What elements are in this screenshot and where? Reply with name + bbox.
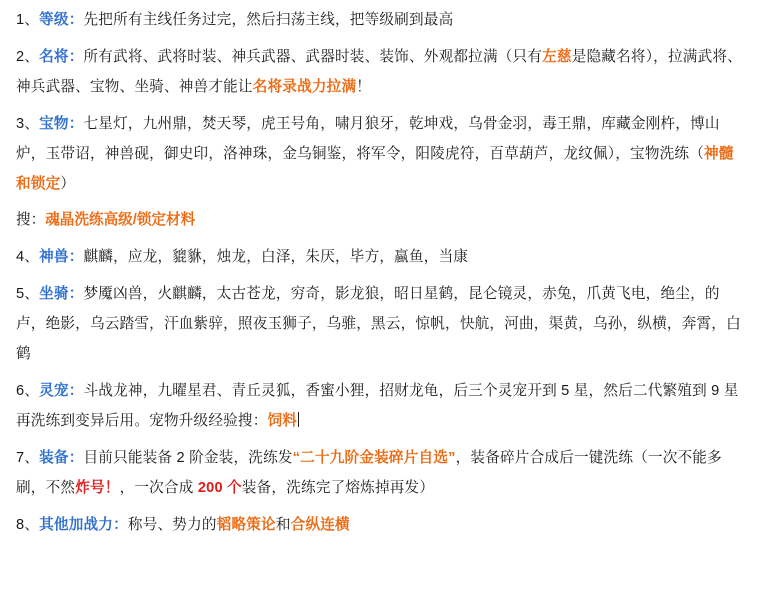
item-separator: ：	[113, 516, 128, 533]
text-run: 和	[275, 516, 291, 533]
item-number: 2、	[16, 48, 40, 65]
item-number: 1、	[16, 12, 40, 28]
list-item	[16, 6, 748, 36]
item-body	[16, 286, 741, 362]
text-run: 神髓和锁定	[16, 145, 734, 192]
item-label: 灵宠	[39, 382, 69, 399]
text-run: 先把所有主线任务过完，然后扫荡主线，把等级刷到最高	[83, 12, 454, 28]
list-item	[16, 43, 748, 103]
search-keyword: 魂晶洗练高级/锁定材料	[45, 212, 196, 229]
text-run: 所有武将、武将时装、神兵武器、武器时装、装饰、外观都拉满（只有	[83, 48, 543, 65]
text-run: 麒麟，应龙，貔貅，烛龙，白泽，朱厌，毕方，蠃鱼，当康	[83, 249, 469, 266]
text-run: ）	[60, 175, 76, 192]
text-run: 200 个	[197, 479, 242, 496]
item-number: 5、	[16, 286, 40, 303]
text-run: ，一次合成	[119, 479, 198, 496]
text-run: 七星灯，九州鼎，焚天琴，虎王号角，啸月狼牙，乾坤戏，乌骨金羽，毒王鼎，库藏金刚杵，博山炉，玉带诏，神兽砚，御史印，洛神珠，金乌铜鉴，将军令，阳陵虎符，百草葫芦，龙纹佩），宝物洗练（	[16, 115, 720, 162]
text-run: 装备，洗练完了熔炼掉再发）	[241, 479, 435, 496]
item-label: 其他加战力	[39, 516, 114, 533]
text-run: “二十九阶金装碎片自选”	[292, 449, 456, 466]
item-label: 坐骑	[39, 286, 69, 303]
item-separator: ：	[68, 449, 84, 466]
text-run: 名将录战力拉满	[252, 78, 357, 95]
item-separator: ：	[68, 382, 84, 399]
item-number: 3、	[16, 115, 40, 132]
text-run: 韬略策论	[216, 516, 276, 533]
item-number: 4、	[16, 249, 40, 266]
item-label: 装备	[39, 449, 69, 466]
item-separator: ：	[68, 48, 84, 65]
item-separator: ：	[68, 249, 84, 266]
item-label: 神兽	[39, 249, 69, 266]
item-label: 宝物	[39, 115, 69, 132]
item-body	[84, 249, 469, 265]
item-separator: ：	[68, 286, 84, 303]
item-body	[16, 383, 739, 429]
item-number: 6、	[16, 382, 40, 399]
text-run: 不然	[45, 479, 76, 496]
item-number: 8、	[16, 516, 40, 533]
text-run: ，装备碎片合成后一键洗练（一次不能多刷，	[16, 449, 722, 496]
list-item	[16, 444, 748, 504]
item-body	[128, 517, 350, 533]
text-run: 合纵连横	[290, 516, 350, 533]
search-hint-line	[16, 206, 748, 236]
list-item	[16, 377, 748, 437]
item-label: 等级	[39, 12, 69, 28]
list-item	[16, 280, 748, 370]
text-run: 是隐藏名将），拉满武将、神兵武器、宝物、坐骑、神兽才能让	[16, 48, 742, 95]
text-run: 饲料	[267, 412, 298, 429]
search-prefix: 搜：	[16, 212, 46, 229]
item-separator: ：	[68, 115, 84, 132]
list-item	[16, 110, 748, 200]
list-item	[16, 243, 748, 273]
text-run: ！	[356, 78, 372, 95]
text-run: 炸号！	[75, 479, 120, 496]
item-body	[16, 116, 734, 192]
list-item	[16, 511, 748, 541]
item-body	[84, 12, 454, 28]
text-run: 称号、势力的	[127, 516, 217, 533]
item-body	[16, 49, 742, 95]
item-label: 名将	[39, 48, 69, 65]
item-separator: ：	[68, 12, 84, 28]
text-run: 梦魇凶兽，火麒麟，太古苍龙，穷奇，影龙狼，昭日星鹤，昆仑镜灵，赤兔，爪黄飞电，绝尘，的卢，绝影，乌云踏雪，汗血紫骍，照夜玉狮子，乌骓，黑云，惊帆，快航，河曲，渠黄，乌孙，纵横，奔霄，白鹤	[16, 286, 741, 363]
item-number: 7、	[16, 449, 40, 466]
text-run: 斗战龙神，九曜星君、青丘灵狐，香蜜小狸，招财龙龟，后三个灵宠开到 5 星，然后二代繁殖到 9 星再洗练到变异后用。宠物升级经验搜：	[16, 382, 739, 429]
item-body	[16, 450, 722, 496]
text-run: 目前只能装备 2 阶金装，洗练发	[83, 449, 293, 466]
text-run: 左慈	[542, 48, 572, 65]
